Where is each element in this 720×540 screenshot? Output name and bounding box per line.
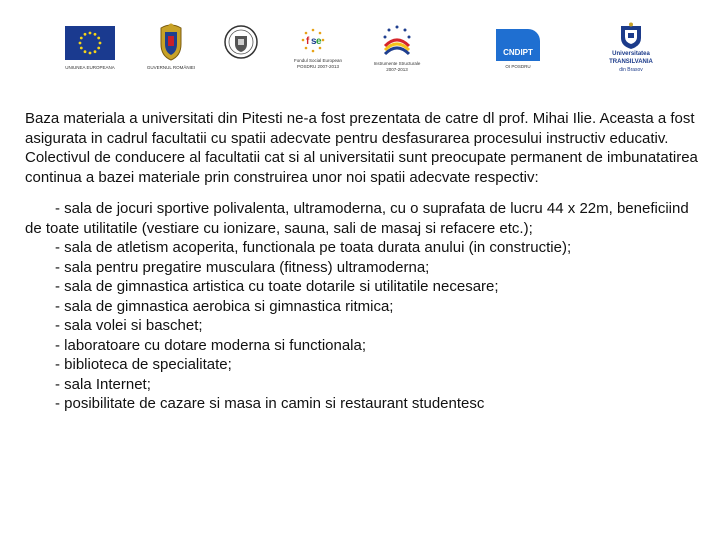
facilities-list: [25, 199, 705, 414]
fse-logo: [298, 26, 328, 56]
romania-caption: GUVERNUL ROMÂNIEI: [146, 65, 196, 70]
utb-line-1: Universitatea: [612, 51, 650, 57]
utb-line-3: din Brasov: [619, 67, 643, 73]
cndipt-logo: [496, 29, 540, 61]
utb-line-2: TRANSILVANIA: [609, 59, 653, 65]
svg-text:e: e: [316, 36, 322, 47]
list-item: - sala volei si baschet;: [55, 317, 203, 334]
eu-flag-logo: [65, 26, 115, 60]
instrumente-structurale-logo: [380, 24, 414, 58]
list-item: - sala Internet;: [55, 375, 151, 393]
logo-bar: [0, 0, 720, 90]
list-item: - sala de gimnastica artistica cu toate dotarile si utilitatile necesare;: [55, 278, 499, 295]
svg-text:f: f: [306, 36, 310, 47]
list-item: - sala de gimnastica aerobica si gimnastica ritmica;: [55, 297, 394, 315]
ministry-seal-logo: [224, 24, 258, 60]
svg-text:s: s: [311, 36, 317, 47]
instrumente-caption-1: Instrumente Structurale: [373, 61, 421, 66]
list-item: - sala de jocuri sportive polivalenta, ultramoderna, cu o suprafata de lucru 44 x 22m, beneficiind de toate utilitatile (vestiare cu ionizare, sauna, sali de masaj si refacere etc.);: [25, 200, 689, 237]
cndipt-text: CNDIPT: [503, 48, 533, 57]
list-item: - sala de atletism acoperita, functionala pe toata durata anului (in constructie);: [55, 239, 572, 256]
list-item: - laboratoare cu dotare moderna si functionala;: [55, 336, 367, 354]
list-item: - sala pentru pregatire musculara (fitness) ultramoderna;: [55, 258, 430, 276]
utb-crest-logo: [618, 22, 644, 50]
document-body: [25, 109, 705, 414]
fse-caption-2: POSDRU 2007-2013: [296, 64, 340, 69]
cndipt-caption: OI POSDRU: [505, 64, 531, 69]
intro-paragraph: Baza materiala a universitati din Pitesti ne-a fost prezentata de catre dl prof. Mihai Ilie. Aceasta a fost asigurata in cadrul facultatii cu spatii adecvate pentru desfasurarea procesului instructiv educativ. Colectivul de conducere al facultatii cat si al universitatii sunt preocupate permanent de imbunatatirea continua a bazei materiale prin construirea unor noi spatii adecvate respectiv:: [25, 110, 698, 186]
eu-caption: UNIUNEA EUROPEANA: [65, 65, 115, 70]
fse-caption-1: Fondul Social European: [293, 58, 343, 63]
romania-coat-of-arms-logo: [157, 22, 185, 62]
list-item: - biblioteca de specialitate;: [55, 356, 232, 373]
list-item: - posibilitate de cazare si masa in camin si restaurant studentesc: [55, 395, 485, 412]
instrumente-caption-2: 2007-2013: [386, 67, 408, 72]
